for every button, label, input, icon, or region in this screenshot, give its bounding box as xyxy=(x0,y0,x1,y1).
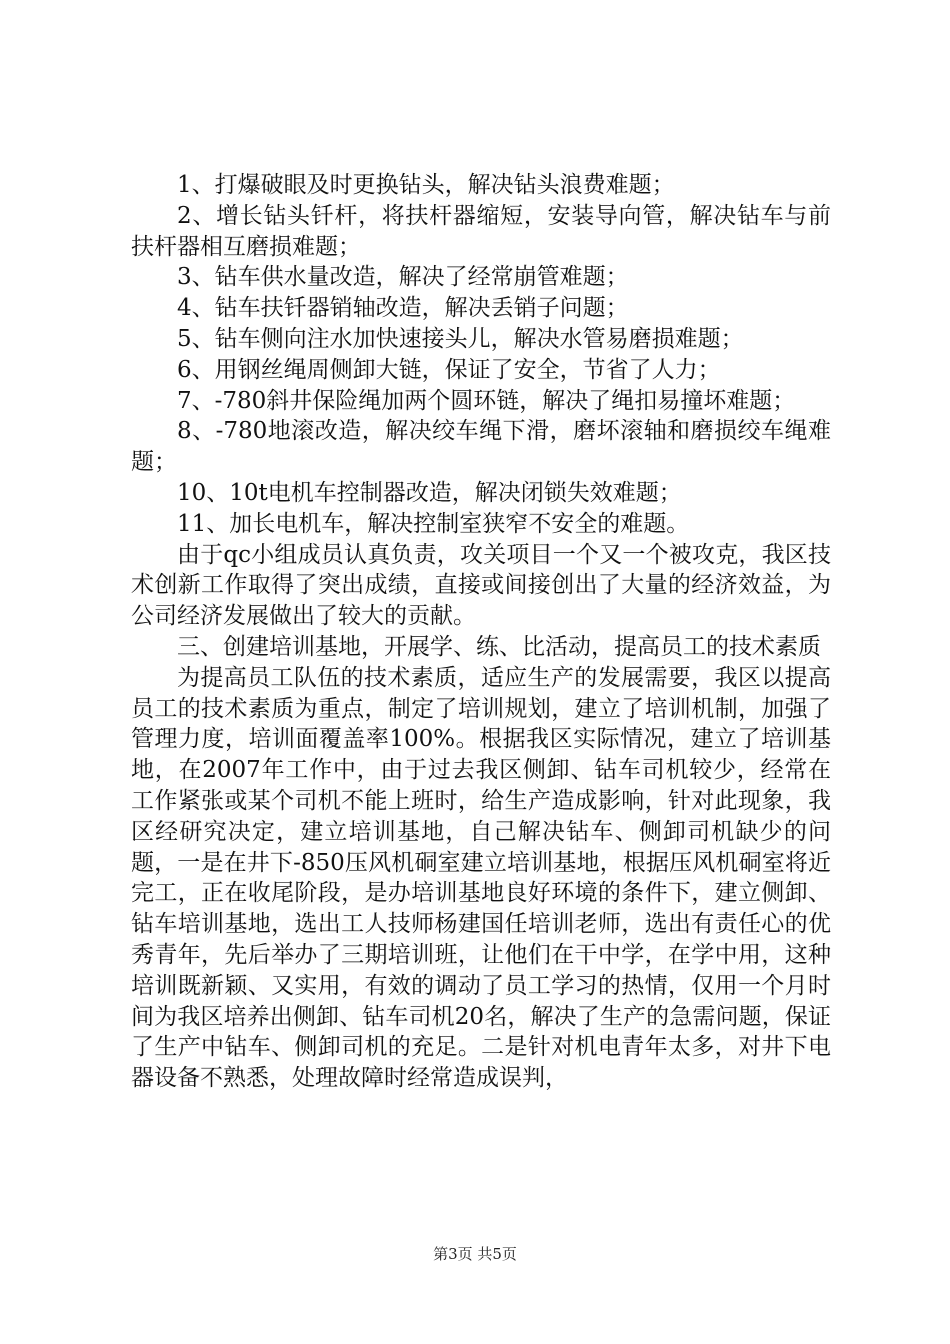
section-heading: 三、创建培训基地，开展学、练、比活动，提高员工的技术素质 xyxy=(177,633,821,660)
list-item-6: 6、用钢丝绳周侧卸大链，保证了安全，节省了人力； xyxy=(177,356,721,383)
training-paragraph: 为提高员工队伍的技术素质，适应生产的发展需要，我区以提高员工的技术素质为重点，制定了培训规划，建立了培训机制，加强了管理力度，培训面覆盖率100%。根据我区实际情况，建立了培训基地，在2007年工作中，由于过去我区侧卸、钻车司机较少，经常在工作紧张或某个司机不能上班时，给生产造成影响，针对此现象，我区经研究决定，建立培训基地，自己解决钻车、侧卸司机缺少的问题，一是在井下-850压风机硐室建立培训基地，根据压风机硐室将近完工，正在收尾阶段，是办培训基地良好环境的条件下，建立侧卸、钻车培训基地，选出工人技师杨建国任培训老师，选出有责任心的优秀青年，先后举办了三期培训班，让他们在干中学，在学中用，这种培训既新颖、又实用，有效的调动了员工学习的热情，仅用一个月时间为我区培养出侧卸、钻车司机20名，解决了生产的急需问题，保证了生产中钻车、侧卸司机的充足。二是针对机电青年太多，对井下电器设备不熟悉，处理故障时经常造成误判， xyxy=(131,664,831,1092)
list-item-4: 4、钻车扶钎器销轴改造，解决丢销子问题； xyxy=(177,295,629,322)
list-item-10: 10、10t电机车控制器改造，解决闭锁失效难题； xyxy=(177,479,682,506)
list-item-2: 2、增长钻头钎杆，将扶杆器缩短，安装导向管，解决钻车与前扶杆器相互磨损难题； xyxy=(131,202,831,260)
list-item-1: 1、打爆破眼及时更换钻头，解决钻头浪费难题； xyxy=(177,172,675,198)
list-item-11: 11、加长电机车，解决控制室狭窄不安全的难题。 xyxy=(177,510,690,537)
list-item-5: 5、钻车侧向注水加快速接头儿，解决水管易磨损难题； xyxy=(177,325,744,352)
list-item-3: 3、钻车供水量改造，解决了经常崩管难题； xyxy=(177,264,629,291)
list-item-8: 8、-780地滚改造，解决绞车绳下滑，磨坏滚轴和磨损绞车绳难题； xyxy=(131,418,831,476)
document-body xyxy=(131,170,831,1094)
summary-paragraph: 由于qc小组成员认真负责，攻关项目一个又一个被攻克，我区技术创新工作取得了突出成绩，直接或间接创出了大量的经济效益，为公司经济发展做出了较大的贡献。 xyxy=(131,541,831,630)
page-number: 第3页 共5页 xyxy=(433,1245,517,1263)
list-item-7: 7、-780斜井保险绳加两个圆环链，解决了绳扣易撞坏难题； xyxy=(177,387,796,414)
